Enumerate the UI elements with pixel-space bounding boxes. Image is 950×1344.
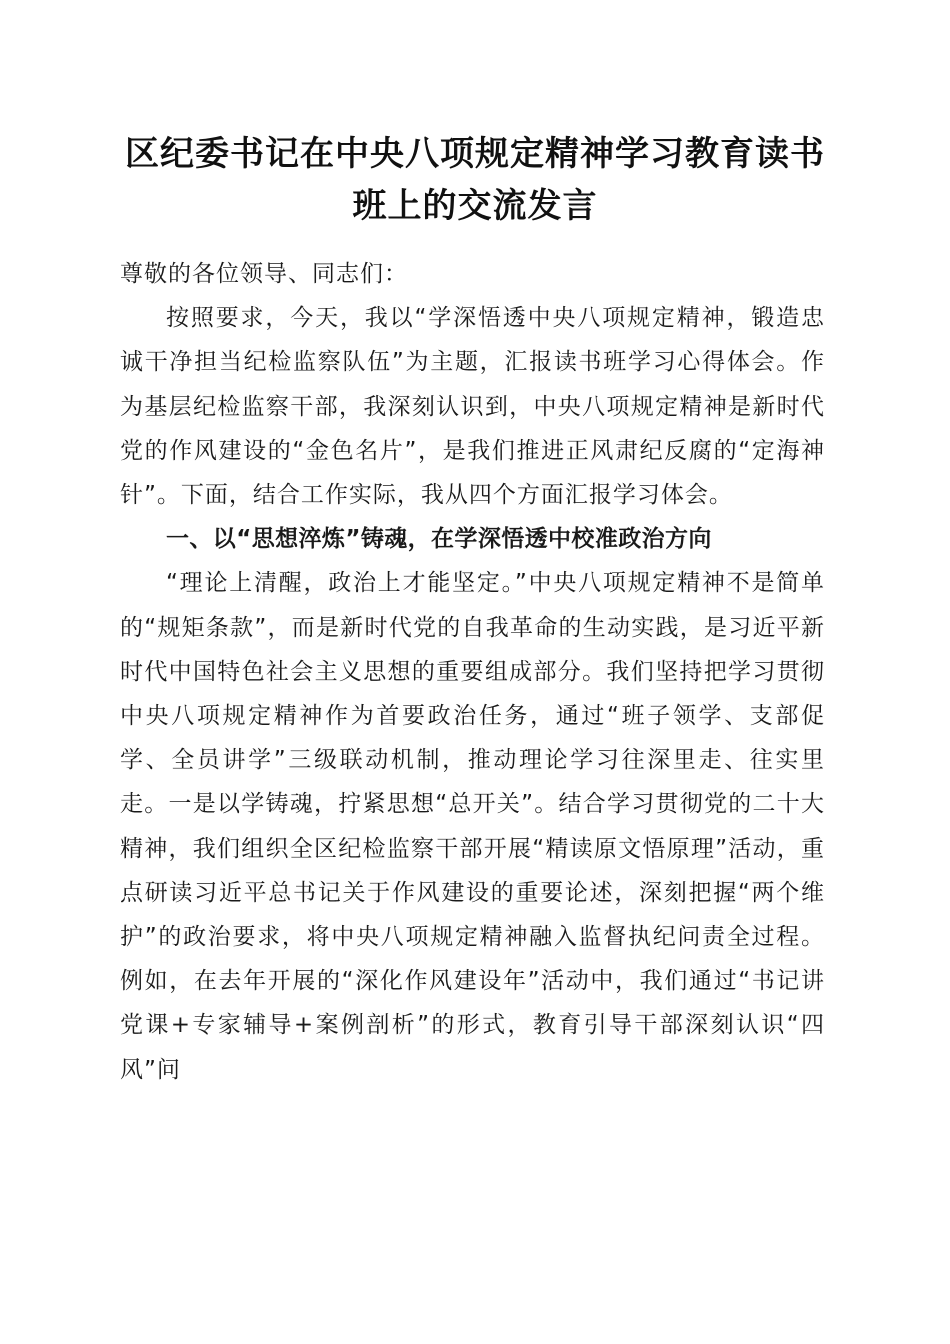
intro-paragraph: 按照要求，今天，我以“学深悟透中央八项规定精神，锻造忠诚干净担当纪检监察队伍”为主题，汇报读书班学习心得体会。作为基层纪检监察干部，我深刻认识到，中央八项规定精神是新时代党的作风建设的“金色名片”，是我们推进正风肃纪反腐的“定海神针”。下面，结合工作实际，我从四个方面汇报学习体会。: [120, 305, 825, 509]
title-line-1: 区纪委书记在中央八项规定精神学习教育读书: [125, 134, 825, 174]
document-body: [120, 252, 825, 1092]
title-line-2: 班上的交流发言: [352, 186, 598, 226]
section-1-paragraph: “理论上清醒，政治上才能坚定。”中央八项规定精神不是简单的“规矩条款”，而是新时代党的自我革命的生动实践，是习近平新时代中国特色社会主义思想的重要组成部分。我们坚持把学习贯彻中央八项规定精神作为首要政治任务，通过“班子领学、支部促学、全员讲学”三级联动机制，推动理论学习往深里走、往实里走。一是以学铸魂，拧紧思想“总开关”。结合学习贯彻党的二十大精神，我们组织全区纪检监察干部开展“精读原文悟原理”活动，重点研读习近平总书记关于作风建设的重要论述，深刻把握“两个维护”的政治要求，将中央八项规定精神融入监督执纪问责全过程。例如，在去年开展的“深化作风建设年”活动中，我们通过“书记讲党课+专家辅导+案例剖析”的形式，教育引导干部深刻认识“四风”问: [120, 570, 825, 1083]
section-heading-1: 一、以“思想淬炼”铸魂，在学深悟透中校准政治方向: [166, 526, 712, 553]
document-title: [100, 128, 850, 232]
salutation: 尊敬的各位领导、同志们：: [120, 261, 408, 287]
